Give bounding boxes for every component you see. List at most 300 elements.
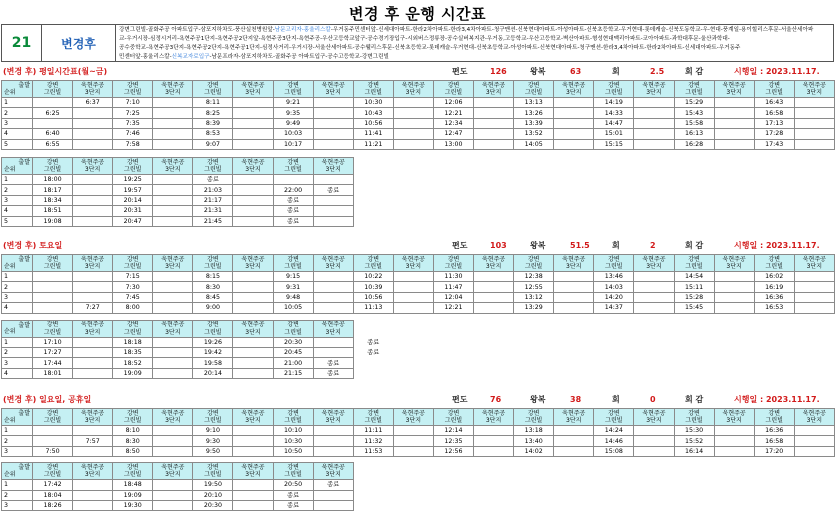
time-cell: 18:35	[113, 347, 153, 357]
order-cell: 2	[2, 436, 33, 446]
column-header: 욱현주공 3단지	[554, 255, 594, 272]
time-cell	[634, 139, 674, 149]
column-header: 강변 그린빌	[33, 463, 73, 480]
column-header: 욱현주공 3단지	[73, 255, 113, 272]
time-cell	[153, 216, 193, 226]
time-cell	[554, 292, 594, 302]
route-name: 변경후	[42, 25, 116, 61]
time-cell: 12:38	[514, 272, 554, 282]
order-cell: 1	[2, 337, 33, 347]
order-cell: 2	[2, 108, 33, 118]
column-header: 욱현주공 3단지	[794, 81, 834, 98]
trips-value: 103	[490, 241, 507, 250]
column-header: 강변 그린빌	[113, 158, 153, 175]
time-cell: 13:39	[514, 118, 554, 128]
time-cell	[313, 216, 353, 226]
time-cell: 종료	[273, 195, 313, 205]
order-label: 순위	[4, 165, 16, 173]
time-cell: 8:15	[193, 272, 233, 282]
column-header: 강변 그린빌	[193, 81, 233, 98]
time-cell: 7:35	[113, 118, 153, 128]
order-cell: 3	[2, 446, 33, 456]
time-cell: 8:39	[193, 118, 233, 128]
times-value: 2	[650, 241, 656, 250]
column-header: 강변 그린빌	[33, 255, 73, 272]
time-cell	[313, 272, 353, 282]
time-cell	[73, 446, 113, 456]
time-cell: 17:10	[33, 337, 73, 347]
column-header: 강변 그린빌	[433, 255, 473, 272]
time-cell	[73, 282, 113, 292]
time-cell: 종료	[273, 500, 313, 510]
round-value: 38	[570, 395, 582, 404]
time-cell: 7:25	[113, 108, 153, 118]
time-cell	[714, 98, 754, 108]
time-cell: 8:45	[193, 292, 233, 302]
column-header: 강변 그린빌	[754, 81, 794, 98]
column-header: 욱현주공 3단지	[73, 409, 113, 426]
time-cell: 18:17	[33, 185, 73, 195]
time-cell: 8:25	[193, 108, 233, 118]
time-cell: 19:58	[193, 358, 233, 368]
time-cell	[313, 490, 353, 500]
column-header: 강변 그린빌	[594, 81, 634, 98]
time-cell	[794, 282, 834, 292]
time-cell: 10:56	[353, 118, 393, 128]
order-cell: 3	[2, 195, 33, 205]
time-cell: 10:30	[273, 436, 313, 446]
order-cell: 4	[2, 368, 33, 378]
time-cell: 13:13	[514, 98, 554, 108]
time-cell: 20:31	[113, 206, 153, 216]
time-cell	[313, 139, 353, 149]
route-stop-text: 강변그린빌-골화주공 아파트입구-삼포지하차도-풍산실천병원앞-	[119, 27, 275, 33]
time-cell: 16:13	[674, 129, 714, 139]
time-cell: 17:20	[754, 446, 794, 456]
time-cell	[313, 426, 353, 436]
time-cell: 18:00	[33, 175, 73, 185]
time-cell: 15:58	[674, 118, 714, 128]
trips-value: 76	[490, 395, 502, 404]
time-cell: 9:31	[273, 282, 313, 292]
time-cell: 9:00	[193, 303, 233, 313]
time-cell	[393, 118, 433, 128]
blank-cell	[353, 320, 393, 337]
time-cell	[634, 108, 674, 118]
time-cell	[153, 206, 193, 216]
time-cell: 21:15	[273, 368, 313, 378]
time-cell: 14:03	[594, 282, 634, 292]
time-cell: 17:43	[754, 139, 794, 149]
time-cell: 8:00	[113, 303, 153, 313]
time-cell	[233, 282, 273, 292]
time-cell	[73, 139, 113, 149]
time-cell	[474, 139, 514, 149]
time-cell: 10:05	[273, 303, 313, 313]
time-cell: 종료	[273, 216, 313, 226]
extra-cell	[353, 206, 393, 216]
effective-date: 시행일 : 2023.11.17.	[734, 241, 820, 250]
time-cell	[73, 185, 113, 195]
column-header: 욱현주공 3단지	[313, 320, 353, 337]
time-cell: 11:21	[353, 139, 393, 149]
column-header: 강변 그린빌	[193, 409, 233, 426]
table-row	[2, 175, 394, 185]
column-header: 욱현주공 3단지	[233, 409, 273, 426]
time-cell	[153, 118, 193, 128]
order-cell: 1	[2, 480, 33, 490]
time-cell	[313, 129, 353, 139]
time-cell	[153, 108, 193, 118]
time-cell: 13:29	[514, 303, 554, 313]
time-cell: 9:35	[273, 108, 313, 118]
route-stop-text: -우거동주민센터앞-신세대아파트-한라2차아파트-한라3,4차아파트-청구맨션-신북현대아파트-아성아파트-신북초등학교-우거현대-롯데캐슬-신북도동학교-우-현대-풍계일-용이힐리스후문-서울산세아파	[330, 27, 814, 33]
time-cell	[233, 195, 273, 205]
time-cell	[233, 272, 273, 282]
time-cell: 7:46	[113, 129, 153, 139]
table-row	[2, 98, 835, 108]
time-cell: 11:11	[353, 426, 393, 436]
header-row	[2, 255, 835, 272]
times-label: 회	[612, 67, 620, 76]
timetable-main	[1, 254, 835, 314]
time-cell: 8:50	[113, 446, 153, 456]
column-header: 욱현주공 3단지	[73, 320, 113, 337]
route-path-line	[119, 35, 830, 44]
table-row	[2, 358, 394, 368]
time-cell: 7:50	[33, 446, 73, 456]
column-header: 욱현주공 3단지	[474, 255, 514, 272]
column-header: 욱현주공 3단지	[794, 255, 834, 272]
time-cell	[153, 347, 193, 357]
section-title: (변경 후) 평일시간표(월~금)	[3, 67, 108, 76]
table-row	[2, 129, 835, 139]
time-cell: 13:18	[514, 426, 554, 436]
time-cell	[73, 490, 113, 500]
time-cell	[233, 490, 273, 500]
table-row	[2, 185, 394, 195]
time-cell	[634, 98, 674, 108]
time-cell: 15:11	[674, 282, 714, 292]
table-row	[2, 292, 835, 302]
column-header: 욱현주공 3단지	[153, 463, 193, 480]
column-header: 욱현주공 3단지	[714, 255, 754, 272]
time-cell	[474, 303, 514, 313]
time-cell	[73, 368, 113, 378]
order-header	[2, 409, 33, 426]
time-cell	[794, 139, 834, 149]
time-cell: 8:30	[193, 282, 233, 292]
time-cell	[153, 292, 193, 302]
time-cell	[233, 118, 273, 128]
time-cell	[554, 118, 594, 128]
time-cell	[153, 195, 193, 205]
column-header: 욱현주공 3단지	[233, 158, 273, 175]
time-cell: 21:31	[193, 206, 233, 216]
column-header: 욱현주공 3단지	[714, 409, 754, 426]
column-header: 강변 그린빌	[514, 81, 554, 98]
time-cell	[233, 98, 273, 108]
time-cell	[393, 292, 433, 302]
time-cell	[73, 337, 113, 347]
time-cell	[73, 216, 113, 226]
time-cell	[33, 303, 73, 313]
time-cell: 6:37	[73, 98, 113, 108]
time-cell	[794, 303, 834, 313]
order-cell: 4	[2, 129, 33, 139]
order-label: 순위	[4, 328, 16, 336]
header-row	[2, 409, 835, 426]
time-cell: 14:47	[594, 118, 634, 128]
time-cell: 14:46	[594, 436, 634, 446]
time-cell: 17:13	[754, 118, 794, 128]
time-cell: 13:40	[514, 436, 554, 446]
time-cell: 7:27	[73, 303, 113, 313]
table-row	[2, 490, 394, 500]
time-cell	[153, 358, 193, 368]
time-cell: 12:47	[433, 129, 473, 139]
column-header: 강변 그린빌	[273, 409, 313, 426]
time-cell	[794, 108, 834, 118]
time-cell	[794, 272, 834, 282]
section-title: (변경 후) 일요일, 공휴일	[3, 395, 92, 404]
time-cell: 18:18	[113, 337, 153, 347]
time-cell: 9:15	[273, 272, 313, 282]
interval-label: 회 감	[685, 67, 704, 76]
time-cell: 7:57	[73, 436, 113, 446]
time-cell	[233, 436, 273, 446]
route-stop-text: -남문프라자-삼포지하차도-골화주공 아파트입구-공수고등학교-강변그린빌	[209, 54, 389, 60]
order-cell: 3	[2, 118, 33, 128]
time-cell: 12:21	[433, 108, 473, 118]
times-label: 회	[612, 241, 620, 250]
order-header	[2, 463, 33, 480]
time-cell: 종료	[313, 185, 353, 195]
time-cell: 15:08	[594, 446, 634, 456]
time-cell	[73, 195, 113, 205]
time-cell: 14:02	[514, 446, 554, 456]
order-cell: 1	[2, 98, 33, 108]
extra-cell	[353, 480, 393, 490]
time-cell: 22:00	[273, 185, 313, 195]
time-cell	[634, 272, 674, 282]
time-cell	[634, 426, 674, 436]
order-label: 순위	[4, 416, 16, 424]
time-cell: 14:54	[674, 272, 714, 282]
time-cell	[714, 139, 754, 149]
time-cell: 15:15	[594, 139, 634, 149]
column-header: 욱현주공 3단지	[554, 81, 594, 98]
time-cell: 13:46	[594, 272, 634, 282]
time-cell	[794, 446, 834, 456]
time-cell	[233, 129, 273, 139]
time-cell	[554, 108, 594, 118]
time-cell: 14:24	[594, 426, 634, 436]
time-cell	[313, 108, 353, 118]
time-cell	[554, 436, 594, 446]
extra-cell	[353, 195, 393, 205]
column-header: 욱현주공 3단지	[393, 81, 433, 98]
column-header: 강변 그린빌	[113, 409, 153, 426]
time-cell	[474, 272, 514, 282]
time-cell	[73, 129, 113, 139]
time-cell	[634, 292, 674, 302]
extra-cell	[353, 500, 393, 510]
extra-cell	[353, 175, 393, 185]
time-cell: 17:42	[33, 480, 73, 490]
time-cell	[554, 129, 594, 139]
time-cell	[313, 206, 353, 216]
time-cell	[794, 118, 834, 128]
route-path-line	[119, 26, 830, 35]
time-cell: 11:13	[353, 303, 393, 313]
column-header: 강변 그린빌	[674, 81, 714, 98]
time-cell	[73, 118, 113, 128]
time-cell: 20:30	[193, 500, 233, 510]
column-header: 강변 그린빌	[433, 409, 473, 426]
time-cell: 종료	[313, 368, 353, 378]
time-cell: 18:26	[33, 500, 73, 510]
times-value: 2.5	[650, 67, 665, 76]
time-cell	[474, 98, 514, 108]
time-cell	[153, 175, 193, 185]
time-cell	[73, 292, 113, 302]
time-cell	[474, 292, 514, 302]
column-header: 욱현주공 3단지	[153, 409, 193, 426]
time-cell: 8:10	[113, 426, 153, 436]
time-cell: 13:12	[514, 292, 554, 302]
time-cell: 16:02	[754, 272, 794, 282]
order-cell: 3	[2, 292, 33, 302]
time-cell: 12:21	[433, 303, 473, 313]
time-cell	[33, 272, 73, 282]
time-cell: 12:34	[433, 118, 473, 128]
time-cell	[33, 436, 73, 446]
time-cell	[33, 282, 73, 292]
order-cell: 2	[2, 282, 33, 292]
time-cell	[73, 175, 113, 185]
column-header: 강변 그린빌	[674, 255, 714, 272]
order-header	[2, 255, 33, 272]
time-cell	[233, 303, 273, 313]
time-cell	[714, 303, 754, 313]
time-cell	[233, 480, 273, 490]
time-cell: 19:09	[113, 490, 153, 500]
time-cell	[33, 426, 73, 436]
time-cell: 20:14	[193, 368, 233, 378]
time-cell: 9:21	[273, 98, 313, 108]
column-header: 강변 그린빌	[113, 463, 153, 480]
time-cell: 20:10	[193, 490, 233, 500]
time-cell	[634, 446, 674, 456]
dispatch-label: 출발	[18, 464, 30, 472]
time-cell: 14:05	[514, 139, 554, 149]
time-cell	[393, 98, 433, 108]
column-header: 욱현주공 3단지	[393, 409, 433, 426]
time-cell: 16:53	[754, 303, 794, 313]
route-stop-text: 교-우거시장-심정시거리-욕현주공1단지-욕현주공2단지앞-욕현주공3단지-욕현주공-우산고등학교앞구-공수경기장입구-시외버스정류장-공수실버복지관-우거동,고등학교-우산고등학교-벽산아파트-형성현대맥리아파트-코아아파트-과학대후문-울산과학대-	[119, 36, 730, 42]
time-cell	[313, 436, 353, 446]
time-cell: 10:17	[273, 139, 313, 149]
order-cell: 1	[2, 272, 33, 282]
time-cell	[393, 108, 433, 118]
time-cell: 12:56	[433, 446, 473, 456]
time-cell	[233, 292, 273, 302]
time-cell	[393, 426, 433, 436]
time-cell: 19:08	[33, 216, 73, 226]
trips-value: 126	[490, 67, 507, 76]
time-cell: 18:51	[33, 206, 73, 216]
time-cell	[313, 500, 353, 510]
column-header: 욱현주공 3단지	[73, 463, 113, 480]
time-cell: 20:30	[273, 337, 313, 347]
column-header: 욱현주공 3단지	[73, 158, 113, 175]
time-cell	[794, 129, 834, 139]
interval-label: 회 감	[685, 395, 704, 404]
time-cell: 6:40	[33, 129, 73, 139]
time-cell: 14:33	[594, 108, 634, 118]
time-cell: 19:09	[113, 368, 153, 378]
time-cell	[714, 118, 754, 128]
section-header	[1, 238, 834, 253]
time-cell: 18:01	[33, 368, 73, 378]
time-cell	[554, 282, 594, 292]
time-cell	[313, 98, 353, 108]
time-cell	[634, 129, 674, 139]
time-cell	[233, 108, 273, 118]
time-cell	[554, 426, 594, 436]
table-row	[2, 139, 835, 149]
column-header: 욱현주공 3단지	[153, 81, 193, 98]
times-value: 0	[650, 395, 656, 404]
time-cell	[634, 303, 674, 313]
time-cell	[474, 426, 514, 436]
time-cell: 13:26	[514, 108, 554, 118]
route-stop-text: 민센터앞-홍울리스칼-	[119, 54, 172, 60]
column-header: 강변 그린빌	[273, 320, 313, 337]
time-cell	[794, 292, 834, 302]
route-header	[1, 24, 834, 62]
time-cell	[393, 282, 433, 292]
time-cell	[73, 272, 113, 282]
time-cell: 12:06	[433, 98, 473, 108]
time-cell: 7:45	[113, 292, 153, 302]
table-row	[2, 500, 394, 510]
time-cell: 15:30	[674, 426, 714, 436]
time-cell: 20:45	[273, 347, 313, 357]
column-header: 강변 그린빌	[433, 81, 473, 98]
time-cell	[73, 347, 113, 357]
order-header	[2, 158, 33, 175]
time-cell: 종료	[313, 480, 353, 490]
column-header: 욱현주공 3단지	[233, 81, 273, 98]
time-cell	[273, 175, 313, 185]
table-row	[2, 347, 394, 357]
time-cell	[73, 426, 113, 436]
time-cell: 16:58	[754, 108, 794, 118]
column-header: 강변 그린빌	[754, 409, 794, 426]
extra-cell	[353, 358, 393, 368]
route-path-line	[119, 53, 830, 61]
column-header: 강변 그린빌	[193, 463, 233, 480]
extra-cell: 종료	[353, 337, 393, 347]
blank-cell	[353, 463, 393, 480]
time-cell	[233, 446, 273, 456]
time-cell: 9:30	[193, 436, 233, 446]
time-cell	[153, 185, 193, 195]
dispatch-label: 출발	[18, 82, 30, 89]
column-header: 강변 그린빌	[594, 255, 634, 272]
